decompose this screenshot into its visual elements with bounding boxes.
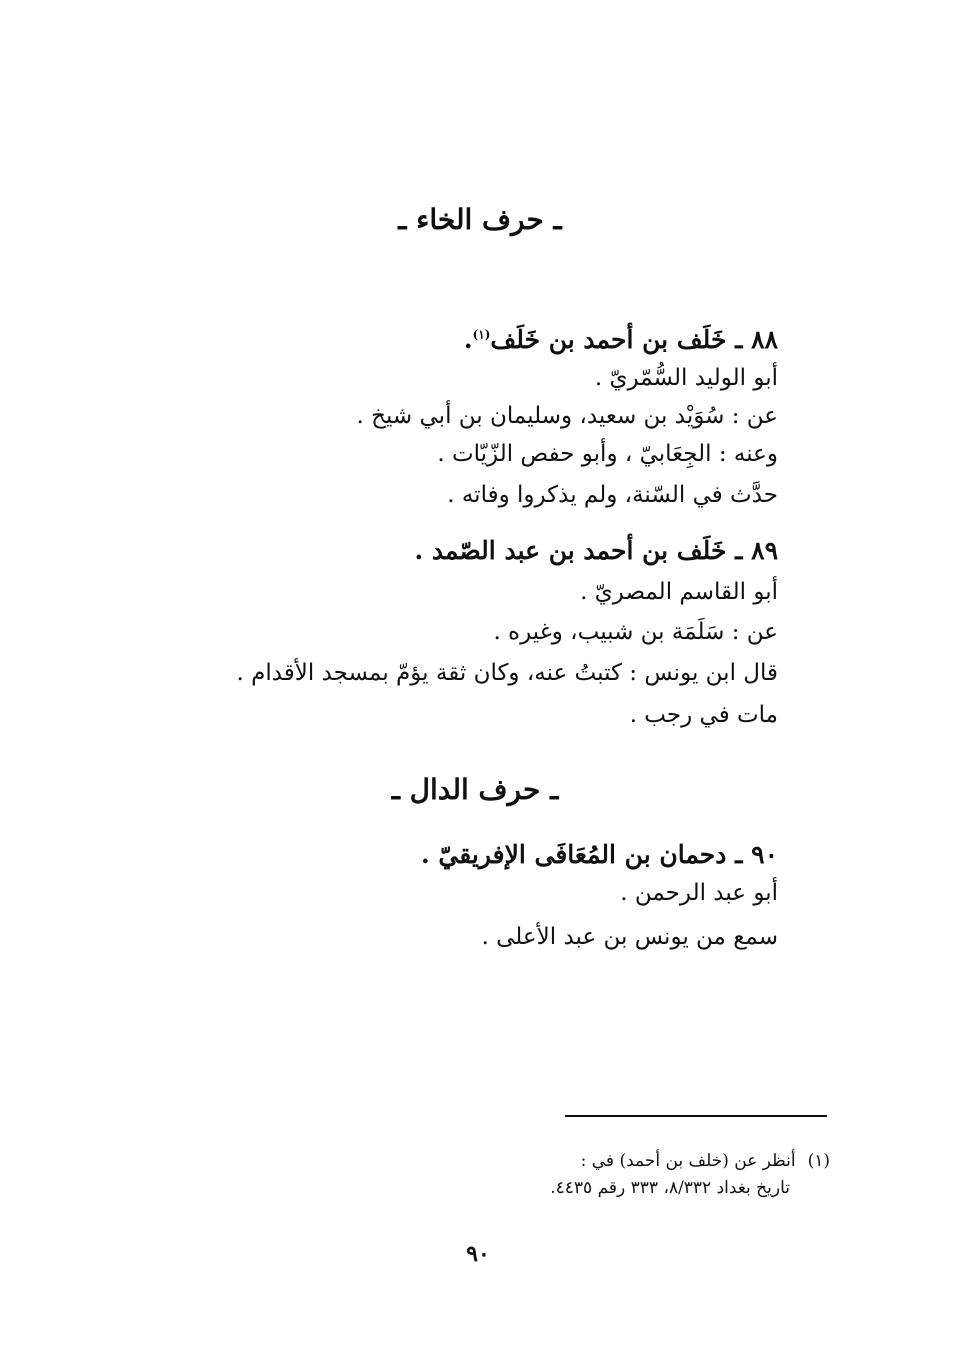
entry-89-line-4: مات في رجب . <box>629 702 778 728</box>
entry-88-line-4: حدَّث في السّنة، ولم يذكروا وفاته . <box>447 482 778 508</box>
entry-88-line-3: وعنه : الجِعَابيّ ، وأبو حفص الزّيّات . <box>437 441 778 467</box>
footnote-marker: (١) <box>807 1151 830 1171</box>
entry-90-line-1: أبو عبد الرحمن . <box>620 880 778 906</box>
footnote-1-line-1 <box>581 1148 830 1174</box>
entry-88-line-1: أبو الوليد السُّمّريّ . <box>594 365 778 391</box>
entry-89-line-3: قال ابن يونس : كتبتُ عنه، وكان ثقة يؤمّ بمسجد الأقدام . <box>236 660 778 686</box>
entry-88-line-2: عن : سُوَيْد بن سعيد، وسليمان بن أبي شيخ . <box>356 403 778 429</box>
entry-title-88 <box>464 323 778 357</box>
entry-title-text: ٨٨ ـ خَلَف بن أحمد بن خَلَف <box>490 325 778 354</box>
footnote-separator <box>565 1115 827 1117</box>
entry-90-line-2: سمع من يونس بن عبد الأعلى . <box>481 924 778 950</box>
page-number: ٩٠ <box>466 1241 490 1267</box>
entry-title-end: . <box>463 325 473 354</box>
entry-89-line-2: عن : سَلَمَة بن شبيب، وغيره . <box>493 619 778 645</box>
entry-title-89: ٨٩ ـ خَلَف بن أحمد بن عبد الصّمد . <box>414 536 778 565</box>
section-heading-kha: ـ حرف الخاء ـ <box>398 203 562 236</box>
section-heading-dal: ـ حرف الدال ـ <box>391 773 559 806</box>
footnote-reference: (١) <box>472 327 491 342</box>
footnote-1-line-2: تاريخ بغداد ٨/٣٣٢، ٣٣٣ رقم ٤٤٣٥. <box>550 1178 790 1198</box>
entry-89-line-1: أبو القاسم المصريّ . <box>580 579 778 605</box>
entry-title-90: ٩٠ ـ دحمان بن المُعَافَى الإفريقيّ . <box>421 840 778 869</box>
footnote-text-1: أنظر عن (خلف بن أحمد) في : <box>580 1151 796 1171</box>
